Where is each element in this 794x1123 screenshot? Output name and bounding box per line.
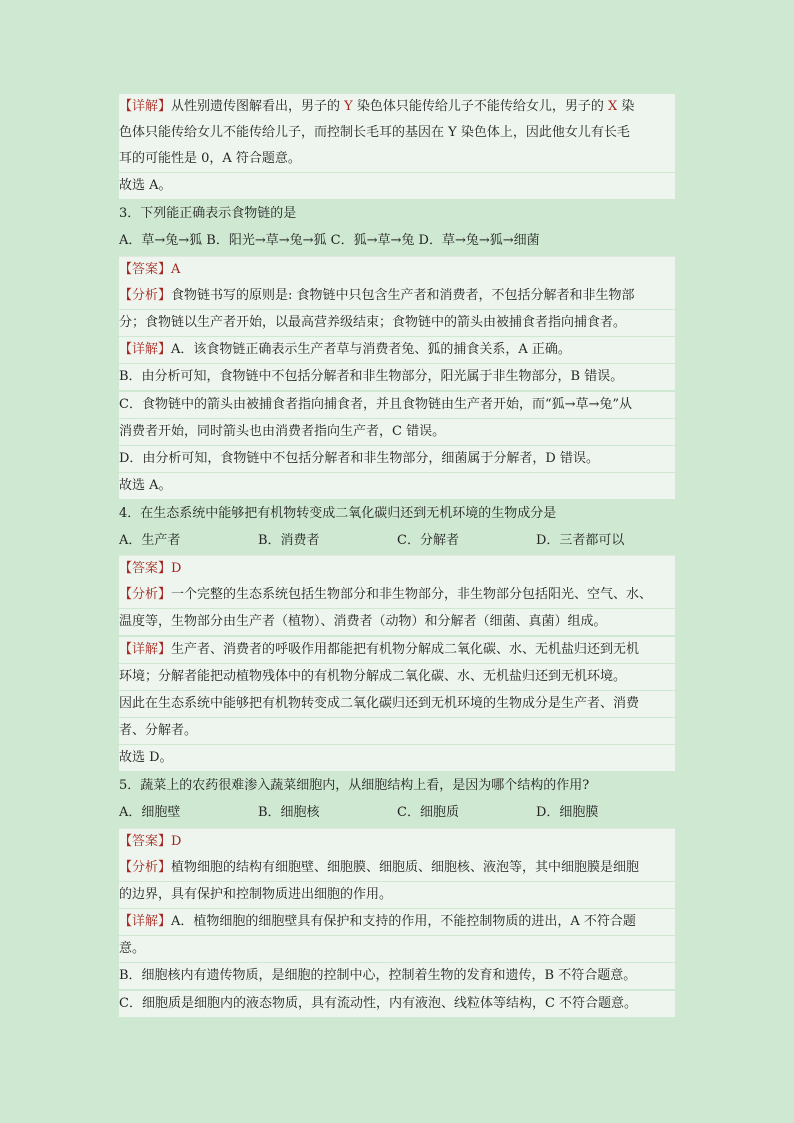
q4-analysis-tag: 【分析】 [119, 587, 172, 602]
q3-analysis-tag: 【分析】 [119, 288, 172, 303]
q2-detail-line-3: 耳的可能性是 0，A 符合题意。 [119, 146, 675, 172]
q2-detail-line-2: 色体只能传给女儿不能传给儿子，而控制长毛耳的基因在 Y 染色体上，因此他女儿有长毛 [119, 120, 675, 146]
q4-answer-tag: 【答案】 [119, 561, 172, 576]
q3-detail-line-1: 【详解】A．该食物链正确表示生产者草与消费者兔、狐的捕食关系，A 正确。 [119, 337, 675, 363]
q3-question: 3．下列能正确表示食物链的是 [119, 206, 297, 221]
q4-option-a: A．生产者 [119, 533, 181, 548]
q4-detail-tag: 【详解】 [119, 642, 172, 657]
q5-option-c: C．细胞质 [397, 805, 459, 820]
q4-conclusion: 故选 D。 [119, 745, 675, 771]
q5-answer: D [171, 834, 182, 849]
q3-detail-line-5: D．由分析可知，食物链中不包括分解者和非生物部分，细菌属于分解者，D 错误。 [119, 446, 675, 472]
q3-analysis-line-2: 分；食物链以生产者开始，以最高营养级结束；食物链中的箭头由被捕食者指向捕食者。 [119, 310, 675, 336]
q5-answer-tag: 【答案】 [119, 834, 172, 849]
q5-option-a: A．细胞壁 [119, 805, 181, 820]
q3-answer-line [119, 256, 675, 283]
q3-conclusion: 故选 A。 [119, 473, 675, 499]
q5-detail-line-2: 意。 [119, 936, 675, 962]
q4-answer: D [171, 561, 182, 576]
q5-analysis-line-2: 的边界，具有保护和控制物质进出细胞的作用。 [119, 882, 675, 908]
q3-options: A．草→兔→狐 B．阳光→草→兔→狐 C．狐→草→兔 D．草→兔→狐→细菌 [119, 233, 540, 248]
q2-detail-tag: 【详解】 [119, 99, 172, 114]
q4-option-b: B．消费者 [258, 533, 320, 548]
q4-question: 4．在生态系统中能够把有机物转变成二氧化碳归还到无机环境的生物成分是 [119, 506, 557, 521]
q4-detail-line-1: 【详解】生产者、消费者的呼吸作用都能把有机物分解成二氧化碳、水、无机盐归还到无机 [119, 637, 675, 663]
q3-answer: A [171, 262, 181, 277]
q5-detail-tag: 【详解】 [119, 914, 172, 929]
q5-analysis-line-1: 【分析】植物细胞的结构有细胞壁、细胞膜、细胞质、细胞核、液泡等，其中细胞膜是细胞 [119, 855, 675, 881]
q5-analysis-tag: 【分析】 [119, 860, 172, 875]
q4-analysis-line-1: 【分析】一个完整的生态系统包括生物部分和非生物部分，非生物部分包括阳光、空气、水、 [119, 582, 675, 608]
q4-detail-line-2: 环境；分解者能把动植物残体中的有机物分解成二氧化碳、水、无机盐归还到无机环境。 [119, 664, 675, 690]
q2-conclusion: 故选 A。 [119, 173, 675, 199]
q3-analysis-line-1: 【分析】食物链书写的原则是: 食物链中只包含生产者和消费者，不包括分解者和非生物部 [119, 283, 675, 309]
q5-detail-line-3: B．细胞核内有遗传物质，是细胞的控制中心，控制着生物的发育和遗传，B 不符合题意。 [119, 963, 675, 989]
q3-detail-line-4: 消费者开始，同时箭头也由消费者指向生产者，C 错误。 [119, 419, 675, 445]
q4-answer-line [119, 555, 675, 582]
q3-answer-tag: 【答案】 [119, 262, 172, 277]
q4-analysis-line-2: 温度等，生物部分由生产者（植物）、消费者（动物）和分解者（细菌、真菌）组成。 [119, 609, 675, 635]
q5-options [119, 800, 598, 826]
q5-question: 5．蔬菜上的农药很难渗入蔬菜细胞内，从细胞结构上看，是因为哪个结构的作用? [119, 778, 590, 793]
q2-detail-line-1: 【详解】从性别遗传图解看出，男子的 Y 染色体只能传给儿子不能传给女儿，男子的 X 染 [119, 94, 675, 120]
q4-option-d: D．三者都可以 [536, 533, 625, 548]
q4-detail-line-3: 因此在生态系统中能够把有机物转变成二氧化碳归还到无机环境的生物成分是生产者、消费 [119, 691, 675, 717]
q5-option-b: B．细胞核 [258, 805, 320, 820]
q3-detail-line-2: B．由分析可知，食物链中不包括分解者和非生物部分，阳光属于非生物部分，B 错误。 [119, 364, 675, 390]
q4-detail-line-4: 者、分解者。 [119, 718, 675, 744]
q4-options [119, 528, 624, 554]
q4-option-c: C．分解者 [397, 533, 459, 548]
q5-option-d: D．细胞膜 [536, 805, 599, 820]
q5-detail-line-4: C．细胞质是细胞内的液态物质，具有流动性，内有液泡、线粒体等结构，C 不符合题意。 [119, 991, 675, 1017]
q3-detail-tag: 【详解】 [119, 342, 172, 357]
q5-detail-line-1: 【详解】A．植物细胞的细胞壁具有保护和支持的作用，不能控制物质的进出，A 不符合题 [119, 909, 675, 935]
q5-answer-line [119, 828, 675, 855]
q3-detail-line-3: C．食物链中的箭头由被捕食者指向捕食者，并且食物链由生产者开始，而“狐→草→兔”从 [119, 392, 675, 418]
